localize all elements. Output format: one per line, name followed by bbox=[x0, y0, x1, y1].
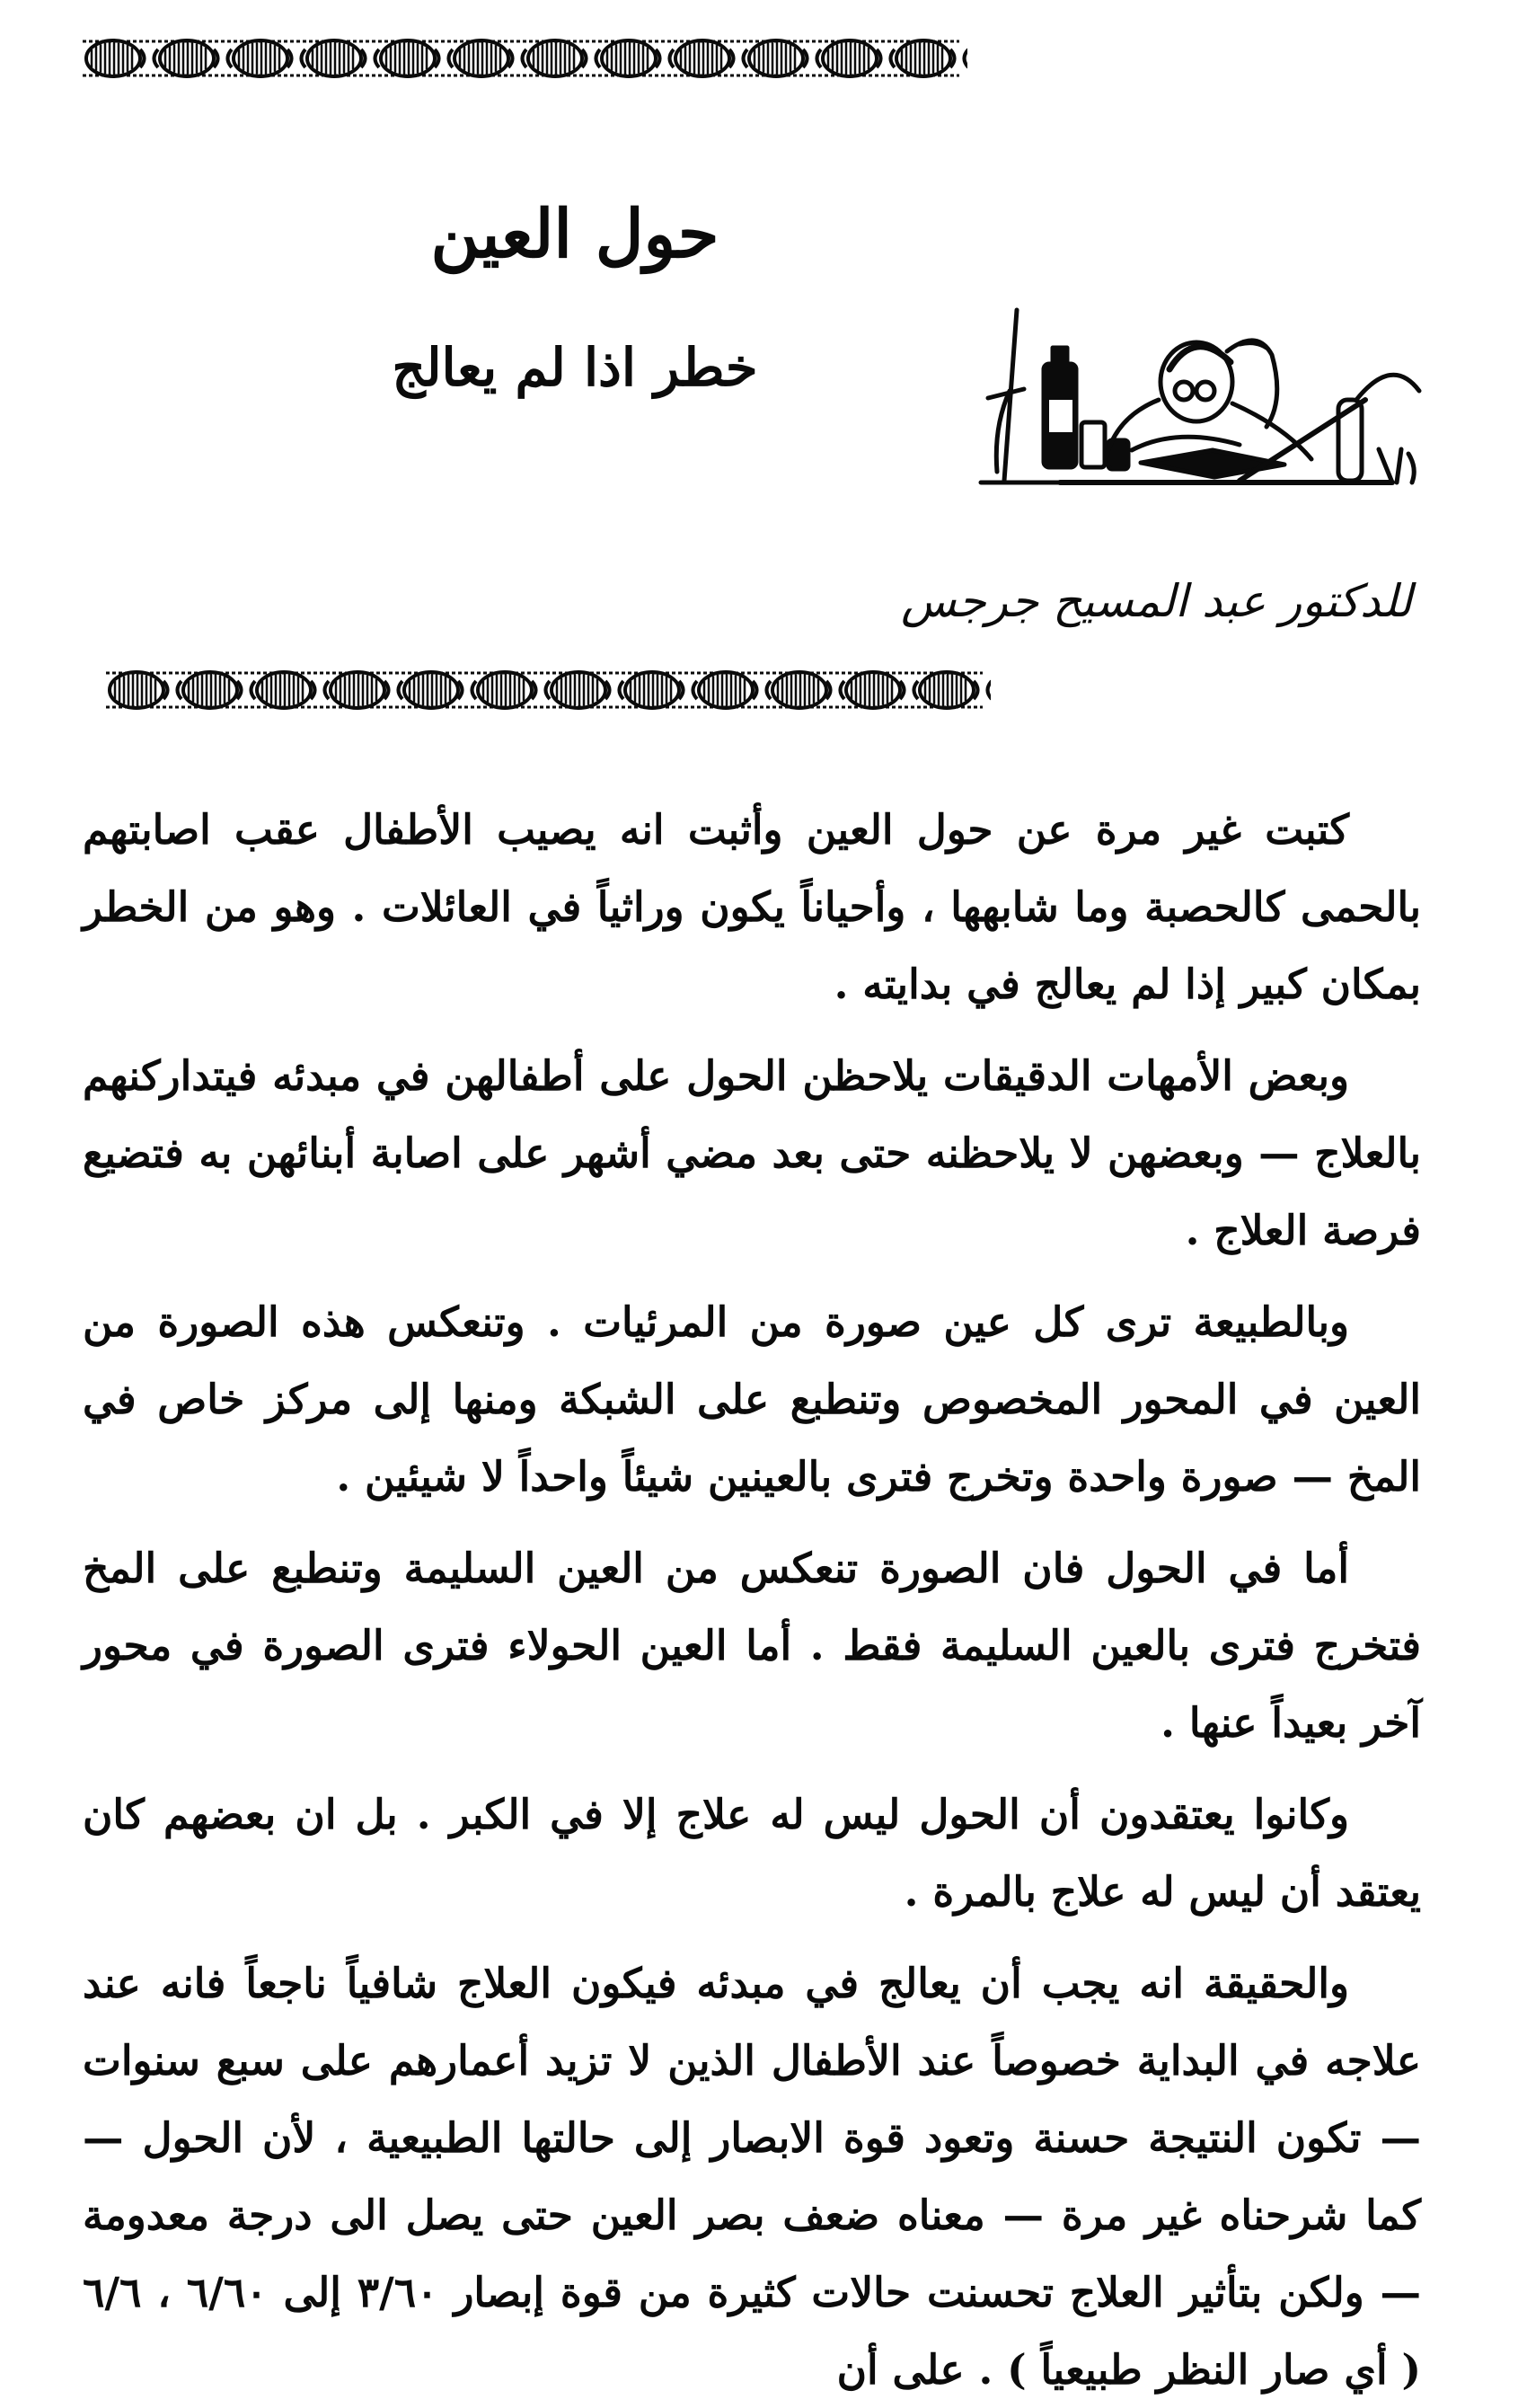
article-paragraph: وكانوا يعتقدون أن الحول ليس له علاج إلا في الكبر . بل ان بعضهم كان يعتقد أن ليس له علاج بالمرة . bbox=[83, 1790, 1421, 1916]
ornament-motif bbox=[257, 672, 329, 708]
section-ornament-border bbox=[106, 668, 991, 713]
ornament-motif bbox=[896, 40, 967, 76]
ornament-motif bbox=[699, 672, 771, 708]
ornament-motif bbox=[110, 672, 181, 708]
ornament-motif bbox=[86, 40, 158, 76]
ornament-motif bbox=[772, 672, 844, 708]
ornament-motif bbox=[234, 40, 305, 76]
ornament-motif bbox=[331, 672, 402, 708]
ornament-motif bbox=[478, 672, 550, 708]
ornament-motif bbox=[625, 672, 697, 708]
author-byline: للدكتور عبد المسيح جرجس bbox=[901, 575, 1412, 627]
article-subtitle: خطر اذا لم يعالج bbox=[392, 337, 758, 398]
ornament-motif bbox=[749, 40, 821, 76]
ornament-motif bbox=[675, 40, 747, 76]
ornament-motif bbox=[381, 40, 453, 76]
laboratory-illustration bbox=[970, 292, 1437, 494]
article-paragraph: والحقيقة انه يجب أن يعالج في مبدئه فيكون العلاج شافياً ناجعاً فانه عند علاجه في البداية خصوصاً عند الأطفال الذين لا تزيد أعمارهم على سبع سنوات — تكون النتيجة حسنة وتعود قوة الابصار إلى حالتها الطبيعية ، لأن الحول — كما شرحناه غير مرة — معناه ضعف بصر العين حتى يصل الى درجة معدومة — ولكن بتأثير العلاج تحسنت حالات كثيرة من قوة إبصار ٣/٦٠ إلى ٦/٦٠ ، ٦/٦ ( أي صار النظر طبيعياً ) . على أن bbox=[83, 1959, 1421, 2394]
article-paragraph: وبالطبيعة ترى كل عين صورة من المرئيات . وتنعكس هذه الصورة من العين في المحور المخصوص وتنطبع على الشبكة ومنها إلى مركز خاص في المخ — صورة واحدة وتخرج فترى بالعينين شيئاً واحداً لا شيئين . bbox=[83, 1297, 1421, 1501]
ornament-motif bbox=[846, 672, 918, 708]
top-ornament-border bbox=[83, 36, 967, 81]
ornament-motif bbox=[823, 40, 895, 76]
ornament-motif bbox=[160, 40, 232, 76]
article-paragraph: كتبت غير مرة عن حول العين وأثبت انه يصيب الأطفال عقب اصابتهم بالحمى كالحصبة وما شابهها ، وأحياناً يكون وراثياً في العائلات . وهو من الخطر بمكان كبير إذا لم يعالج في بدايته . bbox=[83, 805, 1421, 1008]
ornament-motif bbox=[552, 672, 623, 708]
ornament-motif bbox=[602, 40, 674, 76]
ornament-motif bbox=[455, 40, 526, 76]
ornament-motif bbox=[920, 672, 991, 708]
ornament-motif bbox=[307, 40, 379, 76]
article-body bbox=[83, 791, 1421, 2408]
article-paragraph: أما في الحول فان الصورة تنعكس من العين السليمة وتنطبع على المخ فتخرج فترى بالعين السليمة فقط . أما العين الحولاء فترى الصورة في محور آخر بعيداً عنها . bbox=[83, 1544, 1421, 1747]
ornament-motif bbox=[404, 672, 476, 708]
article-paragraph: وبعض الأمهات الدقيقات يلاحظن الحول على أطفالهن في مبدئه فيتداركنهم بالعلاج — وبعضهن لا يلاحظنه حتى بعد مضي أشهر على اصابة أبنائهن به فتضيع فرصة العلاج . bbox=[83, 1051, 1421, 1254]
ornament-motif bbox=[528, 40, 600, 76]
ornament-motif bbox=[183, 672, 255, 708]
article-title: حول العين bbox=[430, 196, 719, 273]
